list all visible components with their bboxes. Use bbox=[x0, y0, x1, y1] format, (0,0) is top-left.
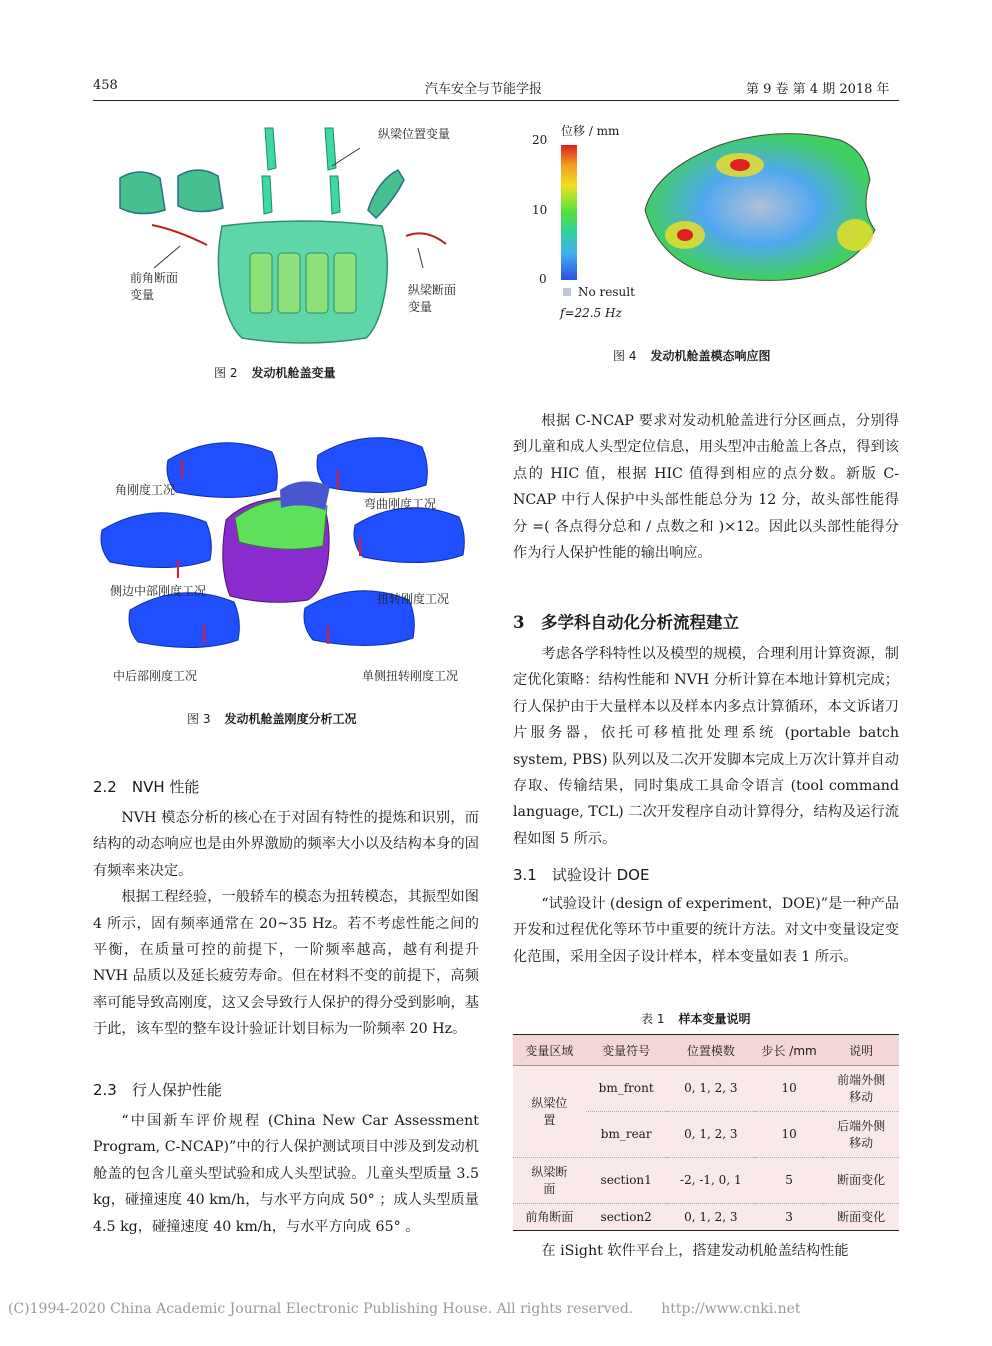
table-header: 步长 /mm bbox=[755, 1035, 823, 1066]
figure4-title: 发动机舱盖模态响应图 bbox=[650, 349, 771, 363]
corner-piece bbox=[368, 170, 404, 218]
hot-spot bbox=[677, 229, 693, 241]
table-cell-region: 前角断面 bbox=[513, 1204, 586, 1231]
right-p1-block bbox=[513, 408, 899, 566]
figure4-caption bbox=[613, 347, 770, 364]
table-header: 变量符号 bbox=[586, 1035, 667, 1066]
sec3-p1: 考虑各学科特性以及模型的规模，合理利用计算资源，制定优化策略：结构性能和 NVH 分析计算在本地计算机完成；行人保护由于大量样本以及样本内多点计算循环，本文诉诸刀片服务器，依托可移植批处理系统 (portable batch system, PBS) 队列以及二次开发脚本完成上万次计算并自动存取、传输结果，同时集成工具命令语言 (tool command language, TCL) 二次开发程序自动计算得分，结构及运行流程如图 5 所示。 bbox=[513, 646, 899, 847]
table-cell: -2, -1, 0, 1 bbox=[667, 1158, 755, 1204]
hood-panel bbox=[334, 253, 356, 313]
sec31-title: 3.1 试验设计 DOE bbox=[513, 866, 650, 884]
right-p1: 根据 C-NCAP 要求对发动机舱盖进行分区画点，分别得到儿童和成人头型定位信息，用头型冲击舱盖上各点，得到该点的 HIC 值，根据 HIC 值得到相应的点分数。新版 C-NCAP 中行人保护中头部性能总分为 12 分，故头部性能得分 =( 各点得分总和 / 点数之和 )×12。因此以头部性能得分作为行人保护性能的输出响应。 bbox=[513, 413, 899, 562]
issue-info: 第 9 卷 第 4 期 2018 年 bbox=[746, 82, 890, 97]
figure3-number: 图 3 bbox=[187, 712, 211, 726]
figure4-number: 图 4 bbox=[613, 349, 637, 363]
table-header: 变量区域 bbox=[513, 1035, 586, 1066]
figure3-title: 发动机舱盖刚度分析工况 bbox=[224, 712, 357, 726]
table-cell: bm_front bbox=[586, 1066, 667, 1112]
sec22-title: 2.2 NVH 性能 bbox=[93, 778, 200, 796]
table-cell: section2 bbox=[586, 1204, 667, 1231]
long-section-curve bbox=[406, 233, 446, 244]
fig3-label-bending: 弯曲刚度工况 bbox=[364, 497, 437, 511]
pointer-line bbox=[418, 248, 423, 268]
table-header: 位置模数 bbox=[667, 1035, 755, 1066]
table-cell: 10 bbox=[755, 1066, 823, 1112]
table-cell: 断面变化 bbox=[823, 1158, 899, 1204]
hood-thumb-bending bbox=[317, 438, 427, 493]
beam-shape bbox=[265, 128, 276, 170]
fig4-no-result: No result bbox=[578, 285, 635, 299]
fig4-colorbar bbox=[561, 145, 577, 280]
table-row bbox=[513, 1066, 899, 1112]
fig2-label-front-corner: 前角断面变量 bbox=[130, 271, 179, 302]
sec3-body bbox=[513, 641, 899, 852]
figure2-number: 图 2 bbox=[214, 366, 238, 380]
hood-shape bbox=[218, 221, 387, 343]
hood-panel bbox=[306, 253, 328, 313]
fig2-label-long-section: 纵梁断面变量 bbox=[408, 283, 457, 314]
figure3-image bbox=[100, 430, 480, 680]
table-cell: 前端外侧移动 bbox=[823, 1066, 899, 1112]
sec23-body bbox=[93, 1108, 479, 1240]
front-section-curve bbox=[152, 225, 207, 245]
sec23-title: 2.3 行人保护性能 bbox=[93, 1081, 222, 1099]
pointer-line bbox=[332, 148, 360, 166]
table-cell: 0, 1, 2, 3 bbox=[667, 1204, 755, 1231]
sec3-title: 3 多学科自动化分析流程建立 bbox=[513, 613, 739, 632]
fig4-mode-image bbox=[600, 125, 890, 305]
header-rule bbox=[93, 100, 899, 101]
sec22-p2: 根据工程经验，一般轿车的模态为扭转模态，其振型如图 4 所示，固有频率通常在 20~35 Hz。若不考虑性能之间的平衡，在质量可控的前提下，一阶频率越高，越有利提升 NVH 品质以及延长疲劳寿命。但在材料不变的前提下，高频率可能导致高刚度，这又会导致行人保护的得分受到影响，基于此，该车型的整车设计验证计划目标为一阶频率 20 Hz。 bbox=[93, 889, 479, 1038]
corner-piece bbox=[120, 172, 165, 214]
hood-thumb-rear bbox=[129, 593, 239, 648]
fig2-label-position: 纵梁位置变量 bbox=[378, 127, 451, 141]
table1-caption bbox=[641, 1010, 750, 1027]
fig4-tick-0: 0 bbox=[539, 272, 547, 286]
table-cell-region: 纵梁断面 bbox=[513, 1158, 586, 1204]
table-cell: 3 bbox=[755, 1204, 823, 1231]
hood-panel bbox=[250, 253, 272, 313]
table-cell: section1 bbox=[586, 1158, 667, 1204]
table1-number: 表 1 bbox=[641, 1012, 665, 1026]
beam-shape bbox=[330, 176, 340, 214]
hot-spot bbox=[730, 159, 750, 171]
fig3-label-torsion: 扭转刚度工况 bbox=[377, 592, 450, 606]
table-cell: bm_rear bbox=[586, 1112, 667, 1158]
table1-title: 样本变量说明 bbox=[678, 1012, 751, 1026]
page-number: 458 bbox=[93, 78, 118, 93]
corner-piece bbox=[178, 170, 223, 212]
hot-spot bbox=[837, 219, 873, 251]
table-header: 说明 bbox=[823, 1035, 899, 1066]
table-cell: 0, 1, 2, 3 bbox=[667, 1112, 755, 1158]
copyright-footer: (C)1994-2020 China Academic Journal Electronic Publishing House. All rights reserved. http://www.cnki.net bbox=[8, 1301, 801, 1317]
fig4-unit-label: 位移 / mm bbox=[561, 124, 620, 138]
fig4-svg bbox=[600, 125, 890, 305]
journal-name: 汽车安全与节能学报 bbox=[425, 82, 543, 97]
fig4-frequency: f=22.5 Hz bbox=[560, 306, 622, 320]
figure2-caption bbox=[214, 364, 335, 381]
table-cell-region: 纵梁位置 bbox=[513, 1066, 586, 1158]
figure2-title: 发动机舱盖变量 bbox=[251, 366, 336, 380]
table-cell: 后端外侧移动 bbox=[823, 1112, 899, 1158]
figure3-svg bbox=[100, 430, 480, 680]
fig3-label-corner: 角刚度工况 bbox=[115, 483, 176, 497]
right-last-block bbox=[513, 1238, 899, 1264]
hood-thumb-torsion bbox=[354, 508, 464, 563]
hood-panel bbox=[278, 253, 300, 313]
fig4-tick-10: 10 bbox=[532, 203, 548, 217]
hood-thumb-corner bbox=[167, 443, 277, 498]
hood-thumb-side bbox=[101, 513, 211, 568]
fig4-tick-20: 20 bbox=[532, 133, 548, 147]
sec22-p1: NVH 模态分析的核心在于对固有特性的提炼和识别，而结构的动态响应也是由外界激励的频率大小以及结构本身的固有频率来决定。 bbox=[93, 810, 479, 879]
fig3-label-side: 侧边中部刚度工况 bbox=[110, 584, 207, 598]
sec23-p1: “中国新车评价规程 (China New Car Assessment Program, C-NCAP)”中的行人保护测试项目中涉及到发动机舱盖的包含儿童头型试验和成人头型试验。儿童头型质量 3.5 kg，碰撞速度 40 km/h，与水平方向成 50° ；成人头型质量 4.5 kg，碰撞速度 40 km/h，与水平方向成 65° 。 bbox=[93, 1113, 479, 1235]
sec22-body bbox=[93, 805, 479, 1043]
table1 bbox=[513, 1034, 899, 1231]
beam-shape bbox=[262, 176, 272, 214]
fig3-label-rear: 中后部刚度工况 bbox=[113, 669, 198, 683]
figure3-caption bbox=[187, 710, 356, 727]
beam-shape bbox=[325, 128, 336, 170]
table-row bbox=[513, 1158, 899, 1204]
table-header-row bbox=[513, 1035, 899, 1066]
table-cell: 10 bbox=[755, 1112, 823, 1158]
right-last-line: 在 iSight 软件平台上，搭建发动机舱盖结构性能 bbox=[541, 1243, 849, 1259]
sec31-p1: “试验设计 (design of experiment，DOE)”是一种产品开发和过程优化等环节中重要的统计方法。对文中变量设定变化范围，采用全因子设计样本，样本变量如表 1 所示。 bbox=[513, 896, 899, 965]
fig3-label-single: 单侧扭转刚度工况 bbox=[362, 669, 459, 683]
table-cell: 5 bbox=[755, 1158, 823, 1204]
no-result-swatch bbox=[563, 288, 571, 296]
table-cell: 断面变化 bbox=[823, 1204, 899, 1231]
sec31-body bbox=[513, 891, 899, 970]
table-cell: 0, 1, 2, 3 bbox=[667, 1066, 755, 1112]
mode-hood bbox=[645, 134, 875, 281]
table-row bbox=[513, 1204, 899, 1231]
pointer-line bbox=[154, 246, 180, 268]
